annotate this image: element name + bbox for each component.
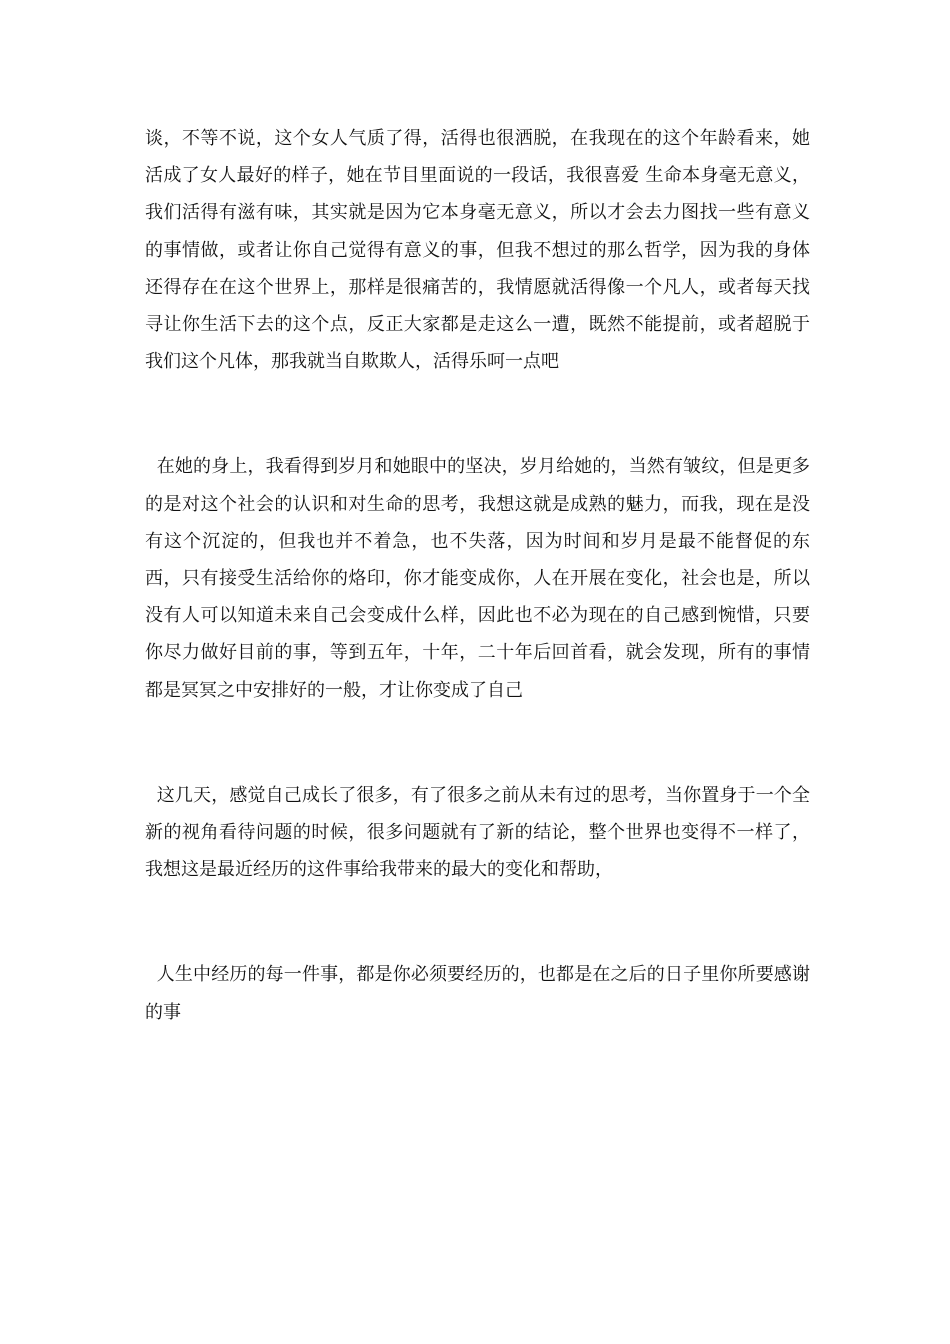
paragraph-2: 在她的身上，我看得到岁月和她眼中的坚决，岁月给她的，当然有皱纹，但是更多的是对这个社会的认识和对生命的思考，我想这就是成熟的魅力，而我，现在是没有这个沉淀的，但我也并不着急，也不失落，因为时间和岁月是最不能督促的东西，只有接受生活给你的烙印，你才能变成你，人在开展在变化，社会也是，所以没有人可以知道未来自己会变成什么样，因此也不必为现在的自己感到惋惜，只要你尽力做好目前的事，等到五年，十年，二十年后回首看，就会发现，所有的事情都是冥冥之中安排好的一般，才让你变成了自己 <box>145 456 810 701</box>
document-body <box>145 120 810 1031</box>
paragraph-3: 这几天，感觉自己成长了很多，有了很多之前从未有过的思考，当你置身于一个全新的视角看待问题的时候，很多问题就有了新的结论，整个世界也变得不一样了，我想这是最近经历的这件事给我带来的最大的变化和帮助， <box>145 784 810 881</box>
paragraph-4: 人生中经历的每一件事，都是你必须要经历的，也都是在之后的日子里你所要感谢的事 <box>145 964 810 1023</box>
paragraph-1: 谈，不等不说，这个女人气质了得，活得也很洒脱，在我现在的这个年龄看来，她活成了女人最好的样子，她在节目里面说的一段话，我很喜爱 生命本身毫无意义，我们活得有滋有味，其实就是因为它本身毫无意义，所以才会去力图找一些有意义的事情做，或者让你自己觉得有意义的事，但我不想过的那么哲学，因为我的身体还得存在在这个世界上，那样是很痛苦的，我情愿就活得像一个凡人，或者每天找寻让你生活下去的这个点，反正大家都是走这么一遭，既然不能提前，或者超脱于我们这个凡体，那我就当自欺欺人，活得乐呵一点吧 <box>145 128 810 373</box>
